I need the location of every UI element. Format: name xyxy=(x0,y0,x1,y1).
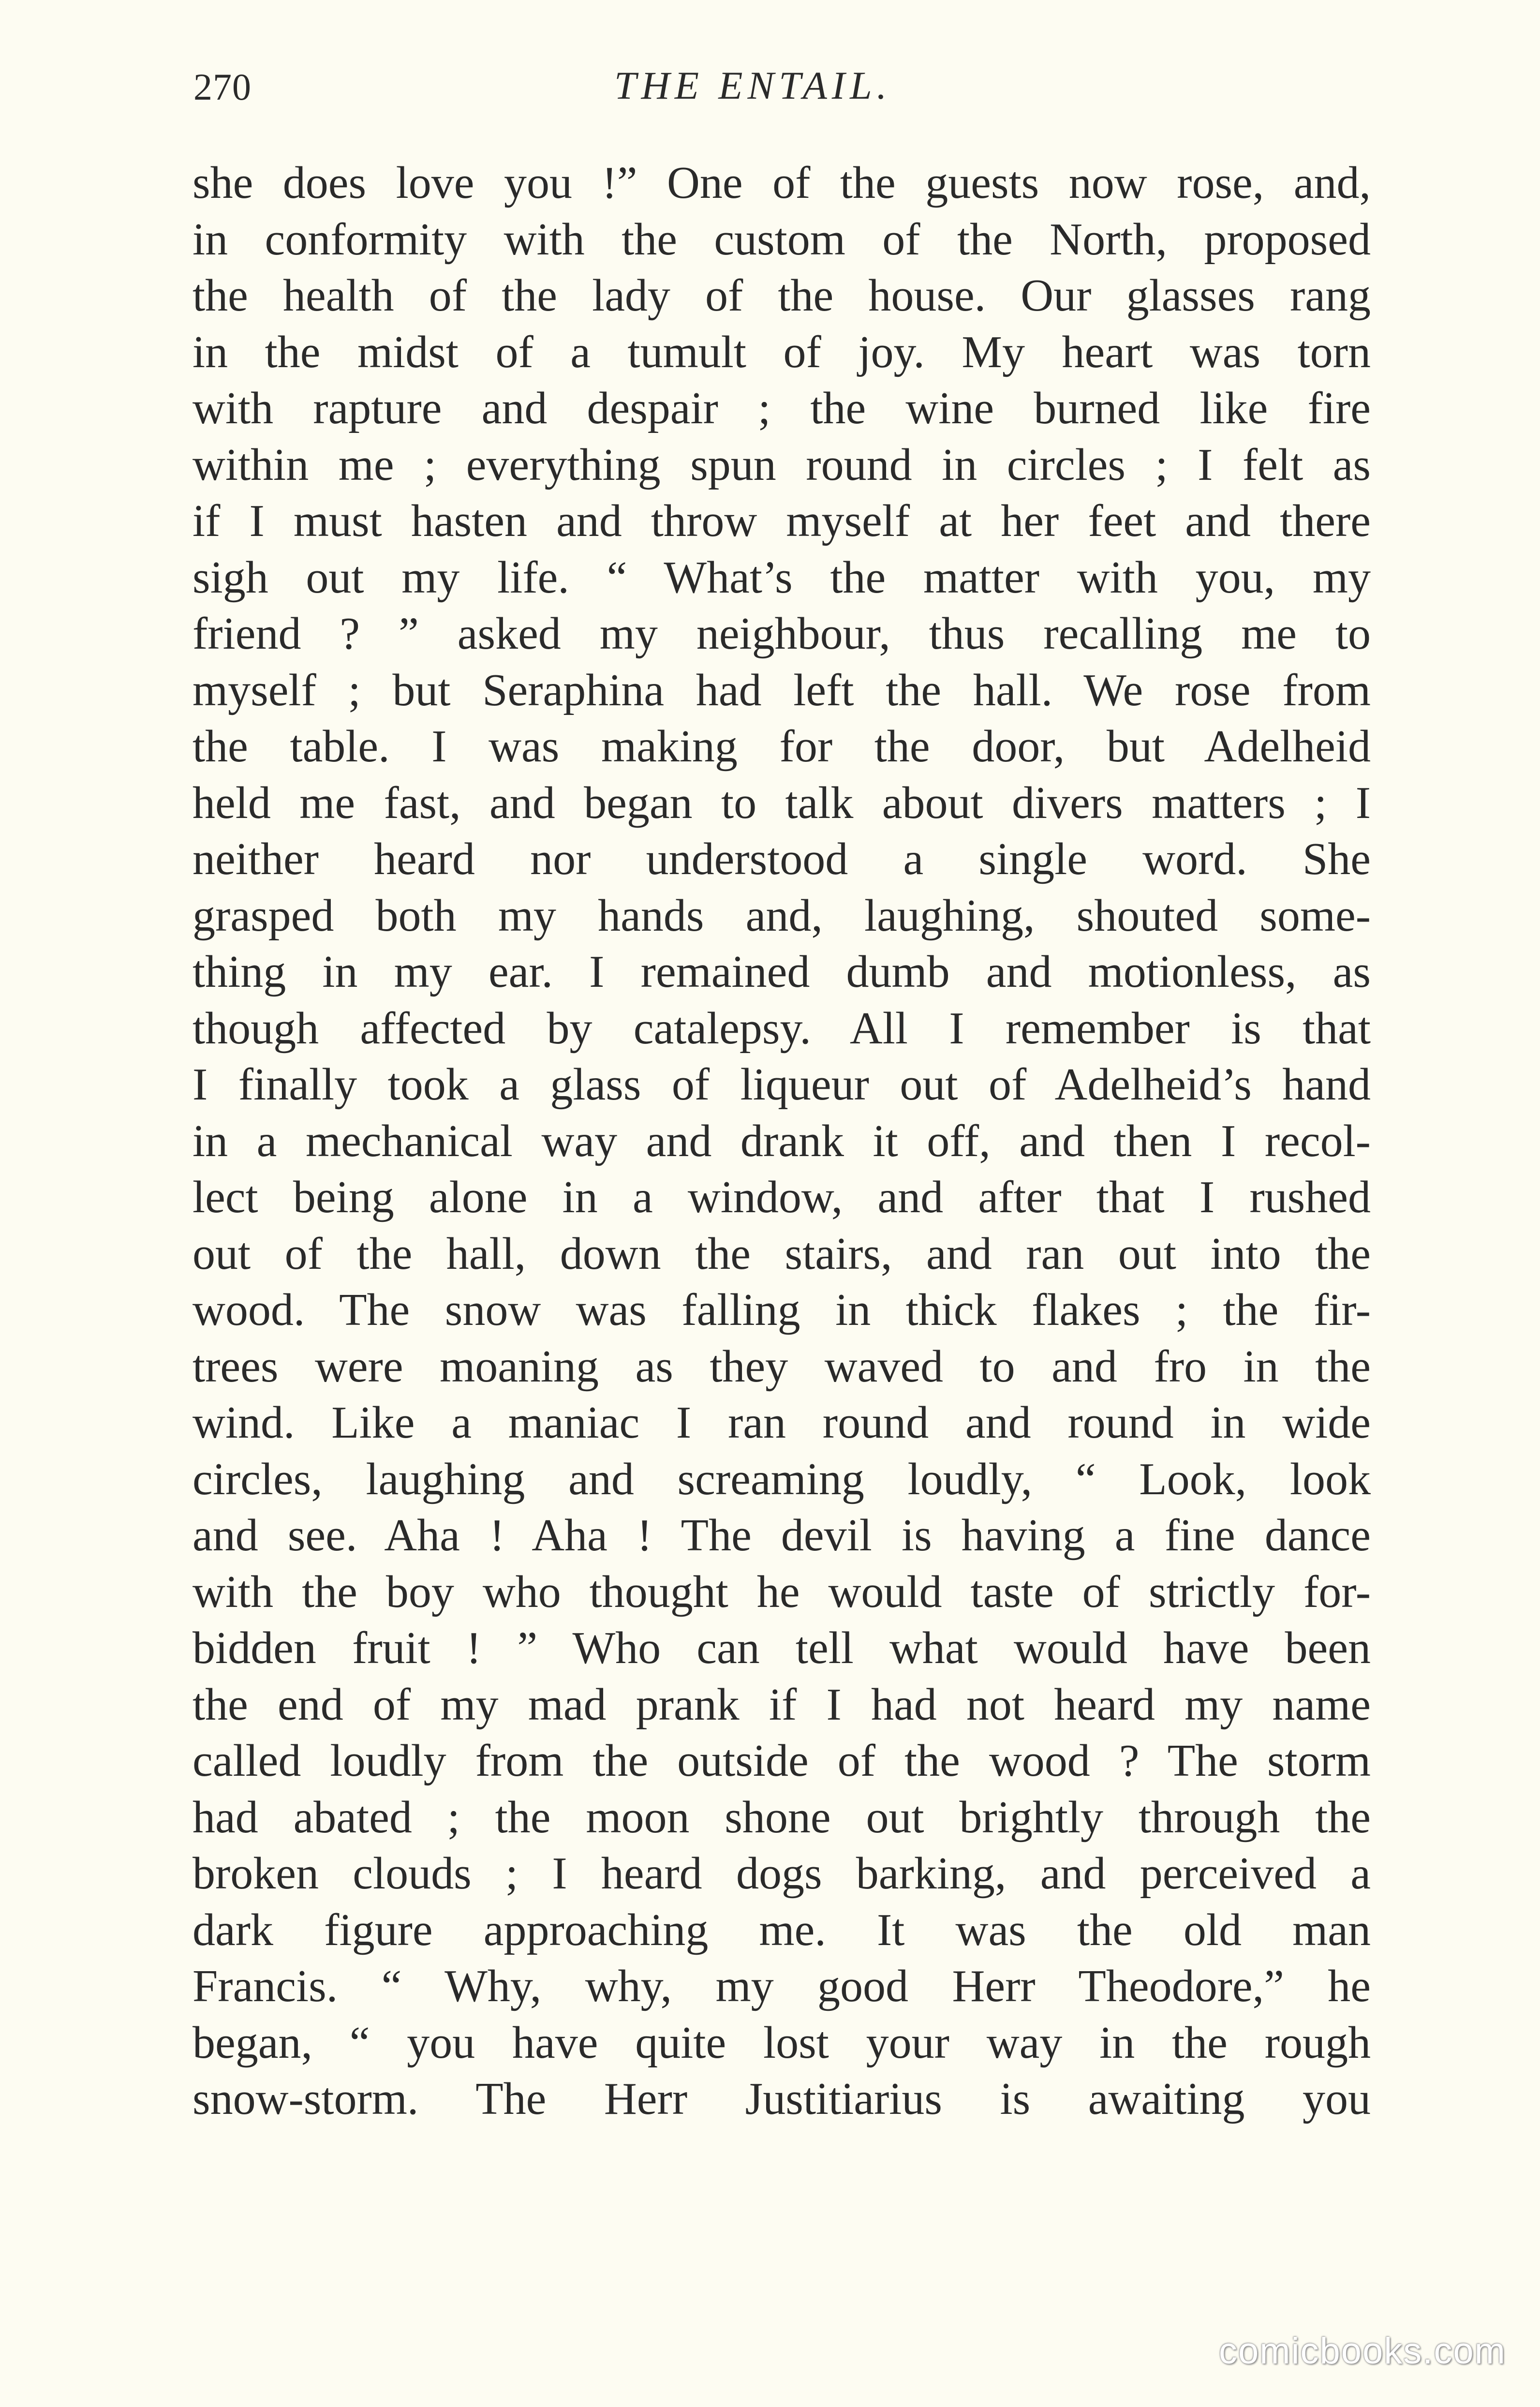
text-line: grasped both my hands and, laughing, shouted some- xyxy=(192,890,1371,941)
text-line: bidden fruit ! ” Who can tell what would have been xyxy=(192,1623,1371,1673)
text-line: out of the hall, down the stairs, and ran out into the xyxy=(192,1228,1371,1279)
text-line: I finally took a glass of liqueur out of Adelheid’s hand xyxy=(192,1059,1371,1110)
text-line: snow-storm. The Herr Justitiarius is awaiting you xyxy=(192,2074,1371,2124)
text-line: had abated ; the moon shone out brightly through the xyxy=(192,1792,1371,1842)
text-line: with rapture and despair ; the wine burned like fire xyxy=(192,383,1371,433)
page-number: 270 xyxy=(193,66,252,108)
text-line: trees were moaning as they waved to and fro in the xyxy=(192,1341,1371,1392)
text-line: began, “ you have quite lost your way in the rough xyxy=(192,2017,1371,2068)
text-line: and see. Aha ! Aha ! The devil is having a fine dance xyxy=(192,1510,1371,1560)
text-line: lect being alone in a window, and after that I rushed xyxy=(192,1172,1371,1222)
running-title: THE ENTAIL. xyxy=(614,63,892,107)
text-line: thing in my ear. I remained dumb and motionless, as xyxy=(192,947,1371,997)
text-line: with the boy who thought he would taste of strictly for- xyxy=(192,1566,1371,1617)
text-line: wood. The snow was falling in thick flakes ; the fir- xyxy=(192,1285,1371,1335)
text-line: the health of the lady of the house. Our glasses rang xyxy=(192,270,1371,321)
text-line: called loudly from the outside of the wood ? The storm xyxy=(192,1736,1371,1786)
text-line: broken clouds ; I heard dogs barking, and perceived a xyxy=(192,1848,1371,1899)
text-line: sigh out my life. “ What’s the matter with you, my xyxy=(192,552,1371,603)
text-line: in the midst of a tumult of joy. My heart was torn xyxy=(192,327,1371,377)
text-line: though affected by catalepsy. All I remember is that xyxy=(192,1003,1371,1054)
text-line: held me fast, and began to talk about divers matters ; I xyxy=(192,777,1371,828)
body-text xyxy=(192,155,1371,2127)
text-line: friend ? ” asked my neighbour, thus recalling me to xyxy=(192,609,1371,659)
text-line: in conformity with the custom of the North, proposed xyxy=(192,214,1371,265)
text-line: neither heard nor understood a single word. She xyxy=(192,834,1371,884)
text-line: dark figure approaching me. It was the old man xyxy=(192,1904,1371,1955)
text-line: wind. Like a maniac I ran round and round in wide xyxy=(192,1397,1371,1448)
watermark: comicbooks.com xyxy=(1219,2331,1506,2372)
text-line: within me ; everything spun round in circles ; I felt as xyxy=(192,439,1371,490)
text-line: in a mechanical way and drank it off, and then I recol- xyxy=(192,1115,1371,1166)
text-line: the table. I was making for the door, but Adelheid xyxy=(192,721,1371,772)
text-line: Francis. “ Why, why, my good Herr Theodore,” he xyxy=(192,1961,1371,2011)
text-line: circles, laughing and screaming loudly, “ Look, look xyxy=(192,1454,1371,1504)
text-line: if I must hasten and throw myself at her feet and there xyxy=(192,496,1371,546)
text-line: the end of my mad prank if I had not heard my name xyxy=(192,1679,1371,1730)
text-line: she does love you !” One of the guests now rose, and, xyxy=(192,158,1371,208)
text-line: myself ; but Seraphina had left the hall. We rose from xyxy=(192,665,1371,715)
